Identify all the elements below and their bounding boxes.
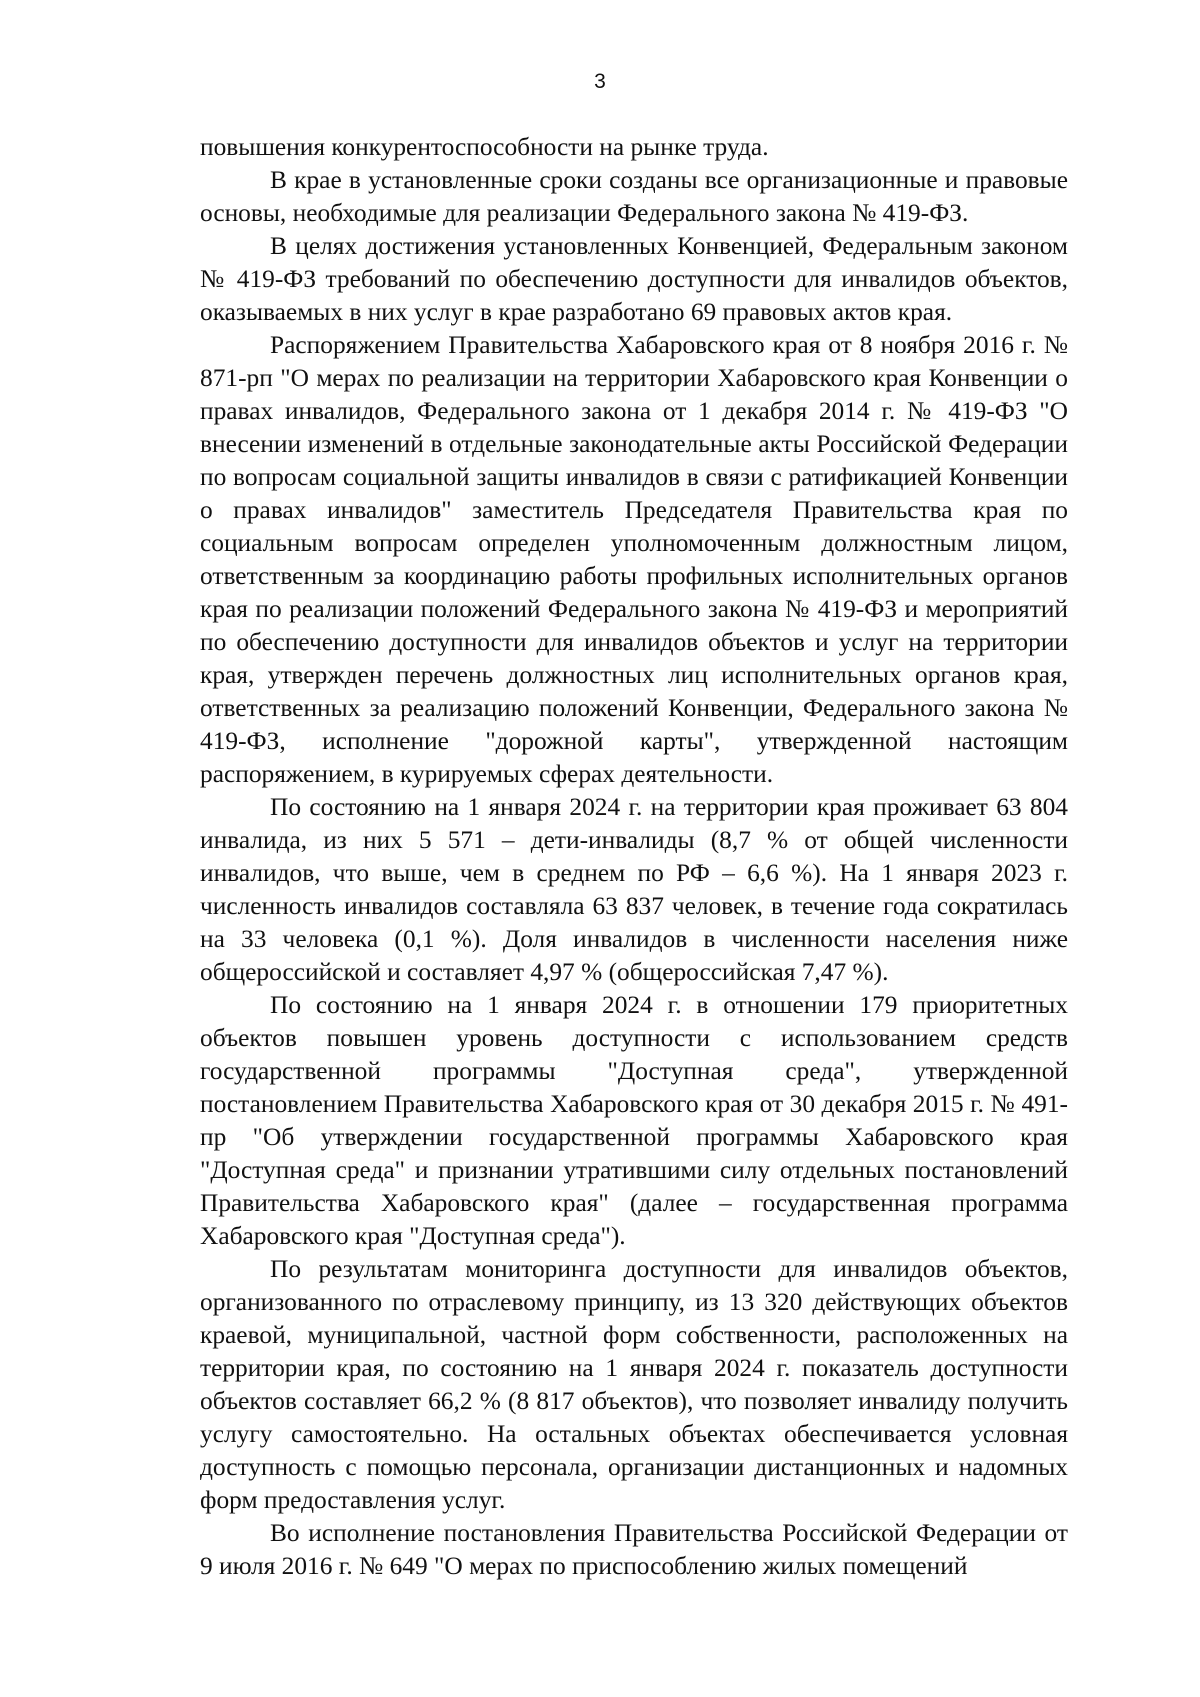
paragraph: повышения конкурентоспособности на рынке труда. (200, 133, 769, 161)
paragraph: По результатам мониторинга доступности для инвалидов объектов, организованного по отраслевому принципу, из 13 320 действующих объектов краевой, муниципальной, частной форм собственности, расположенных на территории края, по состоянию на 1 января 2024 г. показатель доступности объектов составляет 66,2 % (8 817 объектов), что позволяет инвалиду получить услугу самостоятельно. На остальных объектах обеспечивается условная доступность с помощью персонала, организации дистанционных и надомных форм предоставления услуг. (200, 1255, 1068, 1514)
document-body (200, 131, 1068, 1583)
paragraph: По состоянию на 1 января 2024 г. в отношении 179 приоритетных объектов повышен уровень доступности с использованием средств государственной программы "Доступная среда", утвержденной постановлением Правительства Хабаровского края от 30 декабря 2015 г. № 491-пр "Об утверждении государственной программы Хабаровского края "Доступная среда" и признании утратившими силу отдельных постановлений Правительства Хабаровского края" (далее – государственная программа Хабаровского края "Доступная среда"). (200, 991, 1068, 1250)
paragraph: По состоянию на 1 января 2024 г. на территории края проживает 63 804 инвалида, из них 5 571 – дети-инвалиды (8,7 % от общей численности инвалидов, что выше, чем в среднем по РФ – 6,6 %). На 1 января 2023 г. численность инвалидов составляла 63 837 человек, в течение года сократилась на 33 человека (0,1 %). Доля инвалидов в численности населения ниже общероссийской и составляет 4,97 % (общероссийская 7,47 %). (200, 793, 1068, 986)
paragraph: В целях достижения установленных Конвенцией, Федеральным законом № 419-ФЗ требований по обеспечению доступности для инвалидов объектов, оказываемых в них услуг в крае разработано 69 правовых актов края. (200, 232, 1068, 326)
paragraph: Распоряжением Правительства Хабаровского края от 8 ноября 2016 г. № 871-рп "О мерах по реализации на территории Хабаровского края Конвенции о правах инвалидов, Федерального закона от 1 декабря 2014 г. № 419-ФЗ "О внесении изменений в отдельные законодательные акты Российской Федерации по вопросам социальной защиты инвалидов в связи с ратификацией Конвенции о правах инвалидов" заместитель Председателя Правительства края по социальным вопросам определен уполномоченным должностным лицом, ответственным за координацию работы профильных исполнительных органов края по реализации положений Федерального закона № 419-ФЗ и мероприятий по обеспечению доступности для инвалидов объектов и услуг на территории края, утвержден перечень должностных лиц исполнительных органов края, ответственных за реализацию положений Конвенции, Федерального закона № 419-ФЗ, исполнение "дорожной карты", утвержденной настоящим распоряжением, в курируемых сферах деятельности. (200, 331, 1068, 788)
paragraph: Во исполнение постановления Правительства Российской Федерации от 9 июля 2016 г. № 649 "О мерах по приспособлению жилых помещений (200, 1519, 1068, 1580)
paragraph: В крае в установленные сроки созданы все организационные и правовые основы, необходимые для реализации Федерального закона № 419-ФЗ. (200, 166, 1068, 227)
page-number: 3 (594, 70, 606, 93)
